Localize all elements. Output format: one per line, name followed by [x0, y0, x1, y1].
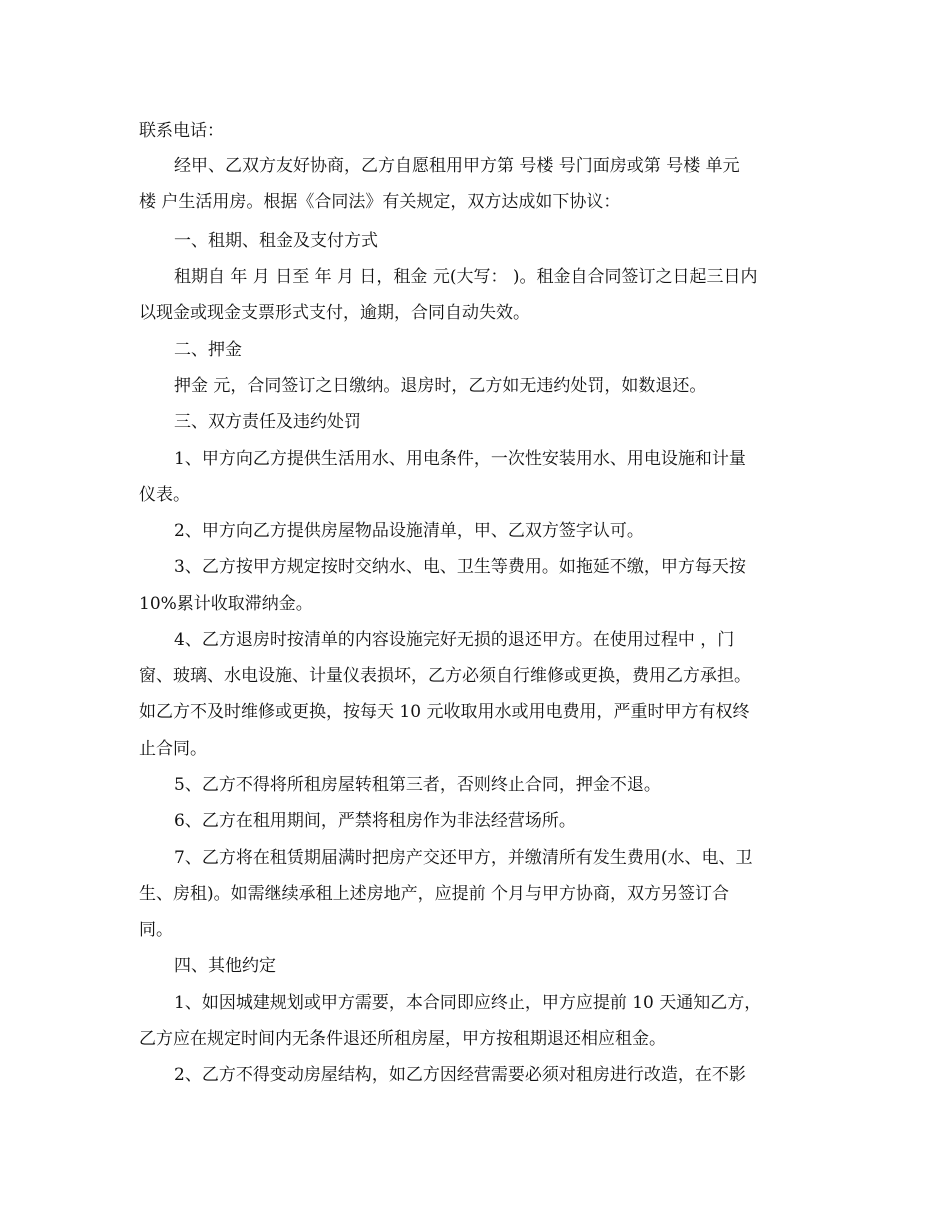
clause-line: 1、如因城建规划或甲方需要，本合同即应终止，甲方应提前 10 天通知乙方，: [174, 993, 762, 1013]
clause-line: 4、乙方退房时按清单的内容设施完好无损的退还甲方。在使用过程中 ，门: [174, 630, 735, 650]
clause-line: 生、房租)。如需继续承租上述房地产，应提前 个月与甲方协商，双方另签订合: [139, 884, 730, 904]
clause-line: 乙方应在规定时间内无条件退还所租房屋，甲方按租期退还相应租金。: [139, 1029, 666, 1049]
paragraph-line: 押金 元，合同签订之日缴纳。退房时，乙方如无违约处罚，如数退还。: [174, 376, 707, 396]
clause-line: 7、乙方将在租赁期届满时把房产交还甲方，并缴清所有发生费用(水、电、卫: [174, 848, 753, 868]
section-heading: 一、租期、租金及支付方式: [174, 231, 378, 251]
clause-line: 5、乙方不得将所租房屋转租第三者，否则终止合同，押金不退。: [174, 775, 661, 795]
clause-line: 仪表。: [139, 485, 190, 505]
paragraph-line: 经甲、乙双方友好协商，乙方自愿租用甲方第 号楼 号门面房或第 号楼 单元: [174, 156, 740, 176]
clause-line: 6、乙方在租用期间，严禁将租房作为非法经营场所。: [174, 811, 576, 831]
clause-line: 止合同。: [139, 739, 207, 759]
clause-line: 同。: [139, 920, 173, 940]
clause-line: 3、乙方按甲方规定按时交纳水、电、卫生等费用。如拖延不缴，甲方每天按: [174, 557, 746, 577]
clause-line: 2、乙方不得变动房屋结构，如乙方因经营需要必须对租房进行改造，在不影: [174, 1065, 746, 1085]
clause-line: 10%累计收取滞纳金。: [139, 594, 313, 614]
section-heading: 四、其他约定: [174, 956, 276, 976]
clause-line: 窗、玻璃、水电设施、计量仪表损坏，乙方必须自行维修或更换，费用乙方承担。: [139, 666, 751, 686]
clause-line: 如乙方不及时维修或更换，按每天 10 元收取用水或用电费用，严重时甲方有权终: [139, 702, 750, 722]
paragraph-line: 以现金或现金支票形式支付，逾期，合同自动失效。: [139, 303, 530, 323]
clause-line: 1、甲方向乙方提供生活用水、用电条件，一次性安装用水、用电设施和计量: [174, 449, 746, 469]
paragraph-line: 租期自 年 月 日至 年 月 日，租金 元(大写： )。租金自合同签订之日起三日内: [174, 267, 758, 287]
paragraph-line: 楼 户生活用房。根据《合同法》有关规定，双方达成如下协议：: [139, 192, 621, 212]
clause-line: 2、甲方向乙方提供房屋物品设施清单，甲、乙双方签字认可。: [174, 521, 644, 541]
section-heading: 二、押金: [174, 340, 242, 360]
section-heading: 三、双方责任及违约处罚: [174, 412, 361, 432]
contact-phone-label: 联系电话：: [139, 121, 224, 141]
